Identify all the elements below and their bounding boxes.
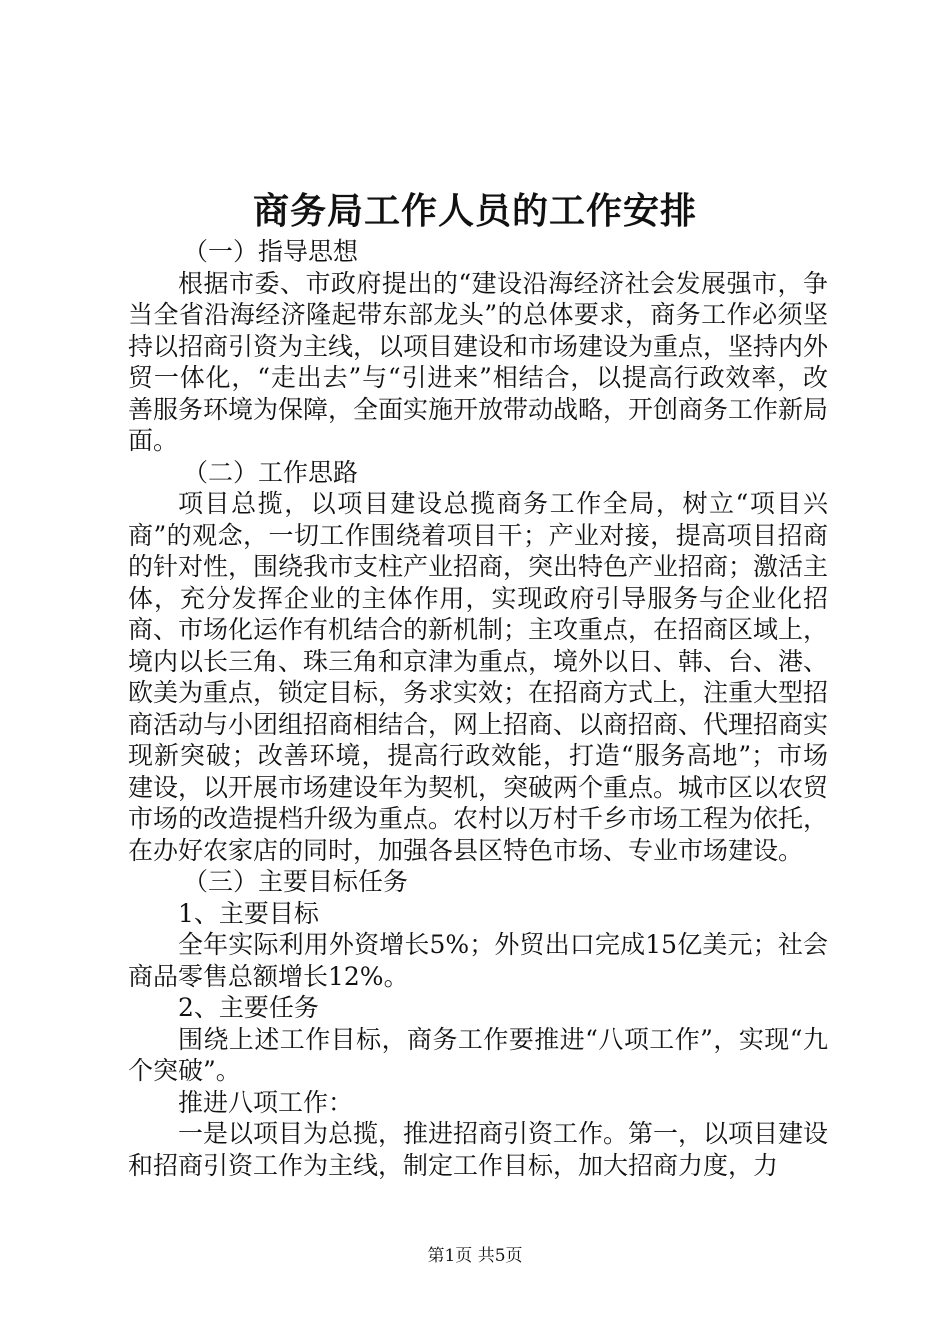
- document-title: 商务局工作人员的工作安排: [252, 190, 697, 232]
- paragraph-task-one: 一是以项目为总揽，推进招商引资工作。第一，以项目建设和招商引资工作为主线，制定工作目标，加大招商力度，力: [128, 1119, 829, 1180]
- section-heading-work-approach: （二）工作思路: [183, 457, 359, 487]
- subheading-main-goals: 1、主要目标: [178, 898, 319, 928]
- paragraph-main-goals: 全年实际利用外资增长5%；外贸出口完成15亿美元；社会商品零售总额增长12%。: [128, 930, 828, 991]
- section-heading-guiding-ideology: （一）指导思想: [183, 237, 359, 266]
- section-heading-main-targets: （三）主要目标任务: [183, 867, 409, 896]
- paragraph-work-approach: 项目总揽，以项目建设总揽商务工作全局，树立“项目兴商”的观念，一切工作围绕着项目干；产业对接，提高项目招商的针对性，围绕我市支柱产业招商，突出特色产业招商；激活主体，充分发挥企业的主体作用，实现政府引导服务与企业化招商、市场化运作有机结合的新机制；主攻重点，在招商区域上，境内以长三角、珠三角和京津为重点，境外以日、韩、台、港、欧美为重点，锁定目标，务求实效；在招商方式上，注重大型招商活动与小团组招商相结合，网上招商、以商招商、代理招商实现新突破；改善环境，提高行政效能，打造“服务高地”；市场建设，以开展市场建设年为契机，突破两个重点。城市区以农贸市场的改造提档升级为重点。农村以万村千乡市场工程为依托，在办好农家店的同时，加强各县区特色市场、专业市场建设。: [128, 489, 829, 865]
- subheading-eight-tasks: 推进八项工作：: [178, 1087, 354, 1117]
- paragraph-main-tasks: 围绕上述工作目标，商务工作要推进“八项工作”，实现“九个突破”。: [128, 1024, 828, 1085]
- subheading-main-tasks: 2、主要任务: [178, 993, 319, 1022]
- paragraph-guiding-ideology: 根据市委、市政府提出的“建设沿海经济社会发展强市，争当全省沿海经济隆起带东部龙头”的总体要求，商务工作必须坚持以招商引资为主线，以项目建设和市场建设为重点，坚持内外贸一体化，“走出去”与“引进来”相结合，以提高行政效率，改善服务环境为保障，全面实施开放带动战略，开创商务工作新局面。: [128, 268, 829, 455]
- page-footer: 第1页 共5页: [427, 1246, 523, 1266]
- document-body: [128, 236, 828, 1181]
